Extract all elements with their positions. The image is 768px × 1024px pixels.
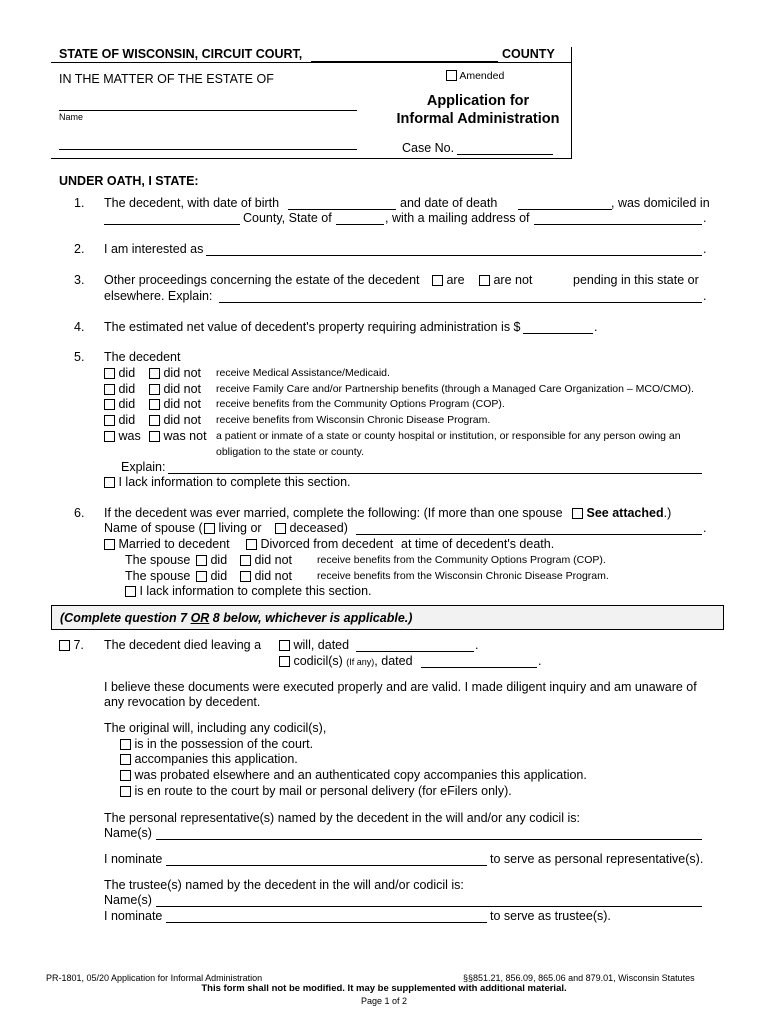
statutes: §§851.21, 856.09, 865.06 and 879.01, Wisconsin Statutes [463, 973, 695, 983]
pr-nominate-field[interactable] [166, 865, 487, 866]
codicil-option[interactable] [279, 654, 413, 668]
q5-row1-did-checkbox[interactable] [104, 368, 115, 379]
did-label: did [118, 397, 136, 411]
did-not-label: did not [254, 569, 293, 583]
q3-are-not-option[interactable] [479, 273, 532, 287]
q5-row5-was-checkbox[interactable] [104, 431, 115, 442]
deceased-label: deceased) [289, 521, 348, 535]
q6-end: . [703, 521, 707, 535]
believe-line-1: I believe these documents were executed properly and are valid. I made diligent inquiry and am unaware of [104, 680, 697, 694]
spouse-cop-did-not-option[interactable] [240, 553, 292, 567]
q6-text: If the decedent was ever married, complete the following: (If more than one spouse [104, 506, 563, 520]
will-option[interactable] [279, 638, 349, 652]
q2-text: I am interested as [104, 242, 204, 256]
q3-explain-field[interactable] [219, 302, 702, 303]
did-not-label: did not [163, 413, 202, 427]
was-label: was [118, 429, 141, 443]
banner-text [60, 611, 412, 625]
did-label: did [118, 413, 136, 427]
q3-elsewhere: elsewhere. Explain: [104, 289, 213, 303]
spouse-wcdp-text: receive benefits from the Wisconsin Chronic Disease Program. [317, 570, 609, 582]
trustee-nominate-label: I nominate [104, 909, 163, 923]
q5-row3-text: receive benefits from the Community Options Program (COP). [216, 398, 505, 410]
q3-text: Other proceedings concerning the estate of the decedent [104, 273, 420, 287]
q5-row-did-not[interactable] [149, 382, 201, 396]
q5-row-did[interactable] [104, 366, 135, 380]
q5-lack-option[interactable] [104, 475, 351, 489]
q5-row4-did-not-checkbox[interactable] [149, 415, 160, 426]
case-no-field[interactable] [457, 154, 553, 155]
matter-label: IN THE MATTER OF THE ESTATE OF [59, 72, 274, 86]
pr-named-label: The personal representative(s) named by the decedent in the will and/or any codicil is: [104, 811, 580, 825]
serve-pr-label: to serve as personal representative(s). [490, 852, 704, 866]
deceased-option[interactable] [275, 521, 348, 535]
q1-number: 1. [74, 196, 85, 210]
did-not-label: did not [254, 553, 293, 567]
q7-option[interactable] [59, 638, 84, 652]
spouse-cop-did-not-checkbox[interactable] [240, 555, 251, 566]
believe-line-2: any revocation by decedent. [104, 695, 261, 709]
q5-row2-did-checkbox[interactable] [104, 384, 115, 395]
see-attached-label: See attached [586, 506, 664, 520]
original-option-label: was probated elsewhere and an authenticated copy accompanies this application. [134, 768, 587, 782]
decedent-name-field-2[interactable] [59, 149, 357, 150]
q3-are-checkbox[interactable] [432, 275, 443, 286]
q7-checkbox[interactable] [59, 640, 70, 651]
did-not-label: did not [163, 366, 202, 380]
q5-row-did[interactable] [104, 413, 135, 427]
spouse-wcdp-did-not-checkbox[interactable] [240, 571, 251, 582]
q2-number: 2. [74, 242, 85, 256]
form-title-2: Informal Administration [396, 111, 560, 127]
q5-row-was-not[interactable] [149, 429, 207, 443]
q6-lack-option[interactable] [125, 584, 372, 598]
q5-explain-field[interactable] [168, 473, 702, 474]
original-checkbox-1[interactable] [120, 739, 131, 750]
q5-number: 5. [74, 350, 85, 364]
q5-row-did-not[interactable] [149, 397, 201, 411]
q5-row-did[interactable] [104, 397, 135, 411]
spouse-cop-did-option[interactable] [196, 553, 227, 567]
county-label: COUNTY [502, 47, 555, 61]
did-label: did [210, 553, 228, 567]
domicile-state-field[interactable] [336, 224, 384, 225]
spouse-name-prefix: Name of spouse ( [104, 521, 203, 535]
living-checkbox[interactable] [204, 523, 215, 534]
deceased-checkbox[interactable] [275, 523, 286, 534]
original-option-label: is en route to the court by mail or personal delivery (for eFilers only). [134, 784, 512, 798]
banner-or: OR [190, 611, 210, 625]
spouse-cop-did-checkbox[interactable] [196, 555, 207, 566]
page-number: Page 1 of 2 [360, 996, 408, 1006]
net-value-field[interactable] [523, 333, 593, 334]
living-label: living or [218, 521, 262, 535]
q3-are-option[interactable] [432, 273, 465, 287]
spouse-wcdp-did-not-option[interactable] [240, 569, 292, 583]
q4-number: 4. [74, 320, 85, 334]
original-option-label: accompanies this application. [134, 752, 298, 766]
spouse-name-field[interactable] [356, 534, 702, 535]
spouse-wcdp-did-option[interactable] [196, 569, 227, 583]
trustee-names-field[interactable] [156, 906, 702, 907]
q5-obligation: obligation to the state or county. [216, 446, 365, 458]
q2-end: . [703, 242, 707, 256]
form-id: PR-1801, 05/20 Application for Informal Administration [46, 973, 263, 983]
q5-row-did[interactable] [104, 382, 135, 396]
q3-pending: pending in this state or [573, 273, 699, 287]
codicil-checkbox[interactable] [279, 656, 290, 667]
date-of-death-field[interactable] [518, 209, 612, 210]
q7-text: The decedent died leaving a [104, 638, 262, 652]
q3-are-label: are [446, 273, 465, 287]
original-checkbox-3[interactable] [120, 770, 131, 781]
serve-trustee-label: to serve as trustee(s). [490, 909, 611, 923]
see-attached-checkbox[interactable] [572, 508, 583, 519]
pr-names-field[interactable] [156, 839, 702, 840]
q5-text: The decedent [104, 350, 181, 364]
form-title-1: Application for [426, 93, 530, 109]
did-not-label: did not [163, 382, 202, 396]
q5-row4-text: receive benefits from Wisconsin Chronic Disease Program. [216, 414, 491, 426]
q1-text-a: The decedent, with date of birth [104, 196, 280, 210]
codicil-end: . [538, 654, 542, 668]
married-checkbox[interactable] [104, 539, 115, 550]
q5-row2-text: receive Family Care and/or Partnership benefits (through a Managed Care Organization – MCO/CMO). [216, 383, 694, 395]
spouse-cop-text: receive benefits from the Community Options Program (COP). [317, 554, 606, 566]
was-not-label: was not [163, 429, 207, 443]
banner-text-a: (Complete question 7 [60, 611, 191, 625]
original-checkbox-2[interactable] [120, 754, 131, 765]
q6-lack-label: I lack information to complete this section. [139, 584, 372, 598]
original-option-label: is in the possession of the court. [134, 737, 314, 751]
q5-row-did-not[interactable] [149, 366, 201, 380]
q5-row1-text: receive Medical Assistance/Medicaid. [216, 367, 390, 379]
case-no-label: Case No. [402, 141, 455, 155]
interested-as-field[interactable] [206, 255, 702, 256]
q1-end: . [703, 211, 707, 225]
oath-heading: UNDER OATH, I STATE: [59, 174, 199, 188]
divorced-checkbox[interactable] [246, 539, 257, 550]
q4-end: . [594, 320, 598, 334]
q3-are-not-label: are not [493, 273, 533, 287]
original-option-4[interactable] [120, 784, 512, 798]
original-checkbox-4[interactable] [120, 786, 131, 797]
q6-close: .) [663, 506, 672, 520]
q6-number: 6. [74, 506, 85, 520]
see-attached-option[interactable] [572, 506, 671, 520]
header-rule-top [51, 62, 571, 63]
q7-number: 7. [73, 638, 84, 652]
banner-text-b: 8 below, whichever is applicable.) [209, 611, 413, 625]
original-option-1[interactable] [120, 737, 313, 751]
q5-row5-was-not-checkbox[interactable] [149, 431, 160, 442]
will-end: . [475, 638, 479, 652]
q5-explain-label: Explain: [121, 460, 166, 474]
will-checkbox[interactable] [279, 640, 290, 651]
codicil-dated-label: , dated [374, 654, 413, 668]
q5-row4-did-checkbox[interactable] [104, 415, 115, 426]
domicile-county-field[interactable] [104, 224, 240, 225]
if-any-label: (If any) [346, 657, 375, 667]
q4-text: The estimated net value of decedent's property requiring administration is $ [104, 320, 521, 334]
spouse-wcdp-label: The spouse [125, 569, 191, 583]
q3-end: . [703, 289, 707, 303]
q5-row5-text: a patient or inmate of a state or county hospital or institution, or responsible for any person owing an [216, 430, 681, 442]
original-option-3[interactable] [120, 768, 587, 782]
trustee-names-label: Name(s) [104, 893, 152, 907]
q5-row3-did-checkbox[interactable] [104, 399, 115, 410]
spouse-wcdp-did-checkbox[interactable] [196, 571, 207, 582]
trustee-named-label: The trustee(s) named by the decedent in the will and/or codicil is: [104, 878, 464, 892]
footer-notice: This form shall not be modified. It may be supplemented with additional material. [201, 983, 567, 994]
did-label: did [118, 382, 136, 396]
original-will-label: The original will, including any codicil(s), [104, 721, 327, 735]
married-option[interactable] [104, 537, 230, 551]
mailing-address-field[interactable] [534, 224, 702, 225]
trustee-nominate-field[interactable] [166, 922, 487, 923]
q5-row3-did-not-checkbox[interactable] [149, 399, 160, 410]
will-date-field[interactable] [356, 651, 474, 652]
q1-text-b: and date of death [400, 196, 498, 210]
did-label: did [118, 366, 136, 380]
q6-lack-checkbox[interactable] [125, 586, 136, 597]
amended-option[interactable] [446, 70, 504, 82]
q5-row1-did-not-checkbox[interactable] [149, 368, 160, 379]
will-label: will, dated [293, 638, 350, 652]
q5-row-was[interactable] [104, 429, 141, 443]
header-right-border [571, 47, 572, 159]
pr-nominate-label: I nominate [104, 852, 163, 866]
pr-names-label: Name(s) [104, 826, 152, 840]
q1-text-c: , was domiciled in [611, 196, 710, 210]
decedent-name-field[interactable] [59, 110, 357, 111]
codicil-date-field[interactable] [421, 667, 537, 668]
amended-label: Amended [459, 70, 505, 82]
q1-text-d: County, State of [243, 211, 332, 225]
at-time-label: at time of decedent's death. [401, 537, 555, 551]
county-field[interactable] [311, 61, 498, 62]
q5-row2-did-not-checkbox[interactable] [149, 384, 160, 395]
q3-number: 3. [74, 273, 85, 287]
spouse-cop-label: The spouse [125, 553, 191, 567]
header-rule-bottom [51, 158, 571, 159]
name-caption: Name [59, 112, 84, 122]
q5-lack-checkbox[interactable] [104, 477, 115, 488]
married-label: Married to decedent [118, 537, 230, 551]
date-of-birth-field[interactable] [288, 209, 396, 210]
q5-row-did-not[interactable] [149, 413, 201, 427]
did-label: did [210, 569, 228, 583]
q3-are-not-checkbox[interactable] [479, 275, 490, 286]
court-line: STATE OF WISCONSIN, CIRCUIT COURT, [59, 47, 303, 61]
original-option-2[interactable] [120, 752, 298, 766]
q1-text-e: , with a mailing address of [385, 211, 530, 225]
divorced-option[interactable] [246, 537, 393, 551]
did-not-label: did not [163, 397, 202, 411]
codicil-label: codicil(s) [293, 654, 343, 668]
divorced-label: Divorced from decedent [260, 537, 394, 551]
living-option[interactable] [204, 521, 262, 535]
q5-lack-label: I lack information to complete this section. [118, 475, 351, 489]
amended-checkbox[interactable] [446, 70, 457, 81]
